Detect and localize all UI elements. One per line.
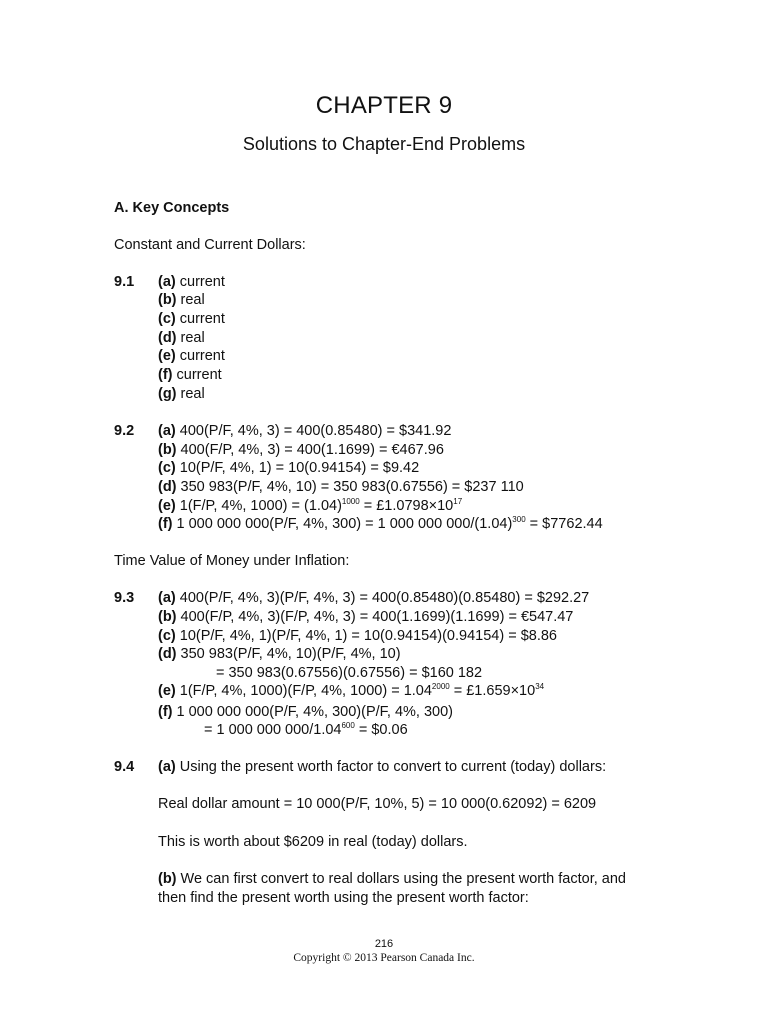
chapter-subtitle: Solutions to Chapter-End Problems xyxy=(242,134,526,154)
answer-9-3-b: (b) 400(F/P, 4%, 3)(F/P, 4%, 3) = 400(1.1699)(1.1699) = €547.47 xyxy=(158,609,574,625)
answer-9-4-calculation: Real dollar amount = 10 000(P/F, 10%, 5) = 10 000(0.62092) = 6209 xyxy=(158,796,597,812)
answer-9-3-d: (d) 350 983(P/F, 4%, 10)(P/F, 4%, 10) xyxy=(158,646,401,662)
answer-9-4-note: This is worth about $6209 in real (today) dollars. xyxy=(158,834,468,850)
answer-9-1-g: (g) real xyxy=(158,386,205,402)
section-heading: A. Key Concepts xyxy=(114,200,230,216)
answer-9-3-f-continued: = 1 000 000 $000/1.04^{600}$ = $0.06 xyxy=(204,721,408,738)
answer-9-4-b-continued: then find the present worth using the present worth factor: xyxy=(158,890,529,906)
answer-9-3-f: (f) 1 000 000 000(P/F, 4%, 300)(P/F, 4%, 300) xyxy=(158,704,453,720)
answer-9-1-a: (a) current xyxy=(158,274,225,290)
subheading-constant-current: Constant and Current Dollars: xyxy=(114,237,306,253)
answer-9-2-a: (a) 400(P/F, 4%, 3) = 400(0.85480) = $341.92 xyxy=(158,423,452,439)
answer-9-2-f: (f) 1 000 000 000(P/F, 4%, 300) = 1 000 000 $000/(1.04)^{300}$ = $7762.44 xyxy=(158,515,603,532)
answer-9-1-d: (d) real xyxy=(158,330,205,346)
answer-9-1-e: (e) current xyxy=(158,348,225,364)
problem-number-9-1: 9.1 xyxy=(114,274,135,290)
answer-9-3-d-continued: = 350 983(0.67556)(0.67556) = $160 182 xyxy=(216,665,483,681)
problem-number-9-2: 9.2 xyxy=(114,423,135,439)
subheading-time-value: Time Value of Money under Inflation: xyxy=(114,553,350,569)
answer-9-1-b: (b) real xyxy=(158,292,205,308)
answer-9-2-b: (b) 400(F/P, 4%, 3) = 400(1.1699) = €467.96 xyxy=(158,442,444,458)
answer-9-1-f: (f) current xyxy=(158,367,222,383)
chapter-title: CHAPTER 9 xyxy=(315,92,453,119)
answer-9-3-a: (a) 400(P/F, 4%, 3)(P/F, 4%, 3) = 400(0.85480)(0.85480) = $292.27 xyxy=(158,590,590,606)
answer-9-2-c: (c) 10(P/F, 4%, 1) = 10(0.94154) = $9.42 xyxy=(158,460,420,476)
problem-number-9-4: 9.4 xyxy=(114,759,135,775)
answer-9-4-a: (a) Using the present worth factor to convert to current (today) dollars: xyxy=(158,759,607,775)
answer-9-1-c: (c) current xyxy=(158,311,225,327)
answer-9-2-e: (e) 1(F/P, 4%, $1000) = (1.04)^{1000}$ = $£1.0798\times 10^{17}$ xyxy=(158,497,463,514)
page-number: 216 xyxy=(374,938,394,950)
answer-9-2-d: (d) 350 983(P/F, 4%, 10) = 350 983(0.67556) = $237 110 xyxy=(158,479,524,495)
answer-9-4-b: (b) We can first convert to real dollars using the present worth factor, and xyxy=(158,871,626,887)
answer-9-3-c: (c) 10(P/F, 4%, 1)(P/F, 4%, 1) = 10(0.94154)(0.94154) = $8.86 xyxy=(158,628,557,644)
copyright-notice: Copyright © 2013 Pearson Canada Inc. xyxy=(293,952,475,964)
problem-number-9-3: 9.3 xyxy=(114,590,135,606)
answer-9-3-e: (e) 1(F/P, 4%, 1000)(F/P, 4%, $1000) = 1.04^{2000}$ = $£1.659\times 10^{34}$ xyxy=(158,682,545,699)
